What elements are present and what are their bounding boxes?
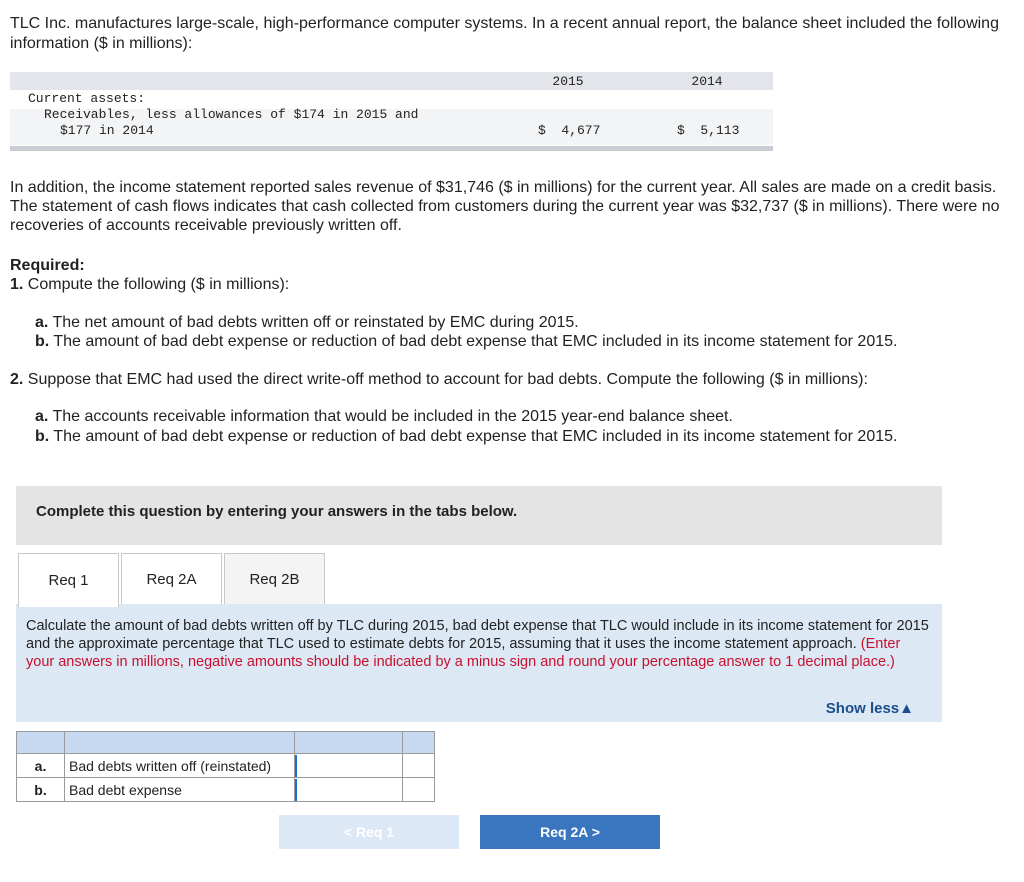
instructions	[26, 617, 932, 671]
answer-table-header	[17, 732, 435, 754]
requirement-2b	[35, 427, 897, 446]
receivables-value-2015: $ 4,677	[538, 123, 601, 138]
tab-content-panel	[16, 604, 942, 722]
requirement-2a	[35, 407, 733, 426]
requirement-2a-text: The accounts receivable information that would be included in the 2015 year-end balance sheet.	[52, 408, 733, 425]
answer-table	[16, 731, 435, 802]
instruction-note: (Enter your answers in millions, negative amounts should be indicated by a minus sign and round your percentage answer to 1 decimal place.)	[26, 636, 901, 670]
requirement-1a-label: a.	[35, 314, 49, 331]
requirement-2b-text: The amount of bad debt expense or reduction of bad debt expense that EMC included in its income statement for 2015.	[53, 428, 898, 445]
balance-sheet-header	[10, 72, 773, 90]
year-2015-heading: 2015	[552, 74, 584, 89]
requirement-1a-text: The net amount of bad debts written off or reinstated by EMC during 2015.	[52, 314, 579, 331]
requirement-1-number: 1.	[10, 276, 24, 293]
row-b-description: Bad debt expense	[65, 778, 295, 802]
problem-intro: TLC Inc. manufactures large-scale, high-performance computer systems. In a recent annual report, the balance sheet included the following information ($ in millions):	[10, 15, 999, 52]
requirement-1b	[35, 332, 897, 351]
next-req-2a-button[interactable]: Req 2A >	[480, 815, 660, 849]
required-heading: Required:	[10, 257, 85, 274]
balance-sheet-bottom-rule	[10, 146, 773, 151]
table-row	[17, 754, 435, 778]
year-2014-heading: 2014	[691, 74, 723, 89]
requirement-2	[10, 370, 868, 389]
receivables-label-line1: Receivables, less allowances of $174 in 2015 and	[44, 107, 419, 122]
requirement-2-text: Suppose that EMC had used the direct write-off method to account for bad debts. Compute the following ($ in millions):	[27, 371, 868, 388]
requirement-1b-label: b.	[35, 333, 50, 350]
show-less-link[interactable]: Show less▲	[825, 700, 914, 717]
receivables-value-2014: $ 5,113	[677, 123, 740, 138]
balance-sheet-excerpt	[10, 72, 773, 152]
row-b-label: b.	[17, 778, 65, 802]
requirement-2b-label: b.	[35, 428, 50, 445]
bad-debts-written-off-input[interactable]	[295, 755, 402, 777]
requirement-1b-text: The amount of bad debt expense or reduction of bad debt expense that EMC included in its income statement for 2015.	[53, 333, 898, 350]
row-a-description: Bad debts written off (reinstated)	[65, 754, 295, 778]
prev-req-1-button[interactable]: < Req 1	[279, 815, 459, 849]
requirement-2a-label: a.	[35, 408, 49, 425]
complete-question-banner	[16, 486, 942, 545]
row-a-label: a.	[17, 754, 65, 778]
requirement-1-text: Compute the following ($ in millions):	[27, 276, 290, 293]
requirement-1	[10, 276, 289, 294]
tab-req-2a[interactable]: Req 2A	[121, 553, 222, 605]
receivables-label-line2: $177 in 2014	[60, 123, 154, 138]
problem-paragraph: In addition, the income statement reported sales revenue of $31,746 ($ in millions) for the current year. All sales are made on a credit basis. The statement of cash flows indicates that cash collected from customers during the current year was $32,737 ($ in millions). There were no recoveries of accounts receivable previously written off.	[10, 179, 1000, 234]
tab-req-2b[interactable]: Req 2B	[224, 553, 325, 605]
requirement-2-number: 2.	[10, 371, 24, 388]
complete-question-text: Complete this question by entering your answers in the tabs below.	[36, 503, 518, 520]
tab-req-1[interactable]: Req 1	[18, 553, 119, 607]
current-assets-label: Current assets:	[28, 91, 146, 106]
table-row	[17, 778, 435, 802]
instruction-text: Calculate the amount of bad debts written off by TLC during 2015, bad debt expense that TLC would include in its income statement for 2015 and the approximate percentage that TLC used to estimate debts for 2015, assuming that it uses the income statement approach.	[26, 618, 929, 652]
requirement-1a	[35, 313, 579, 332]
bad-debt-expense-input[interactable]	[295, 779, 402, 801]
